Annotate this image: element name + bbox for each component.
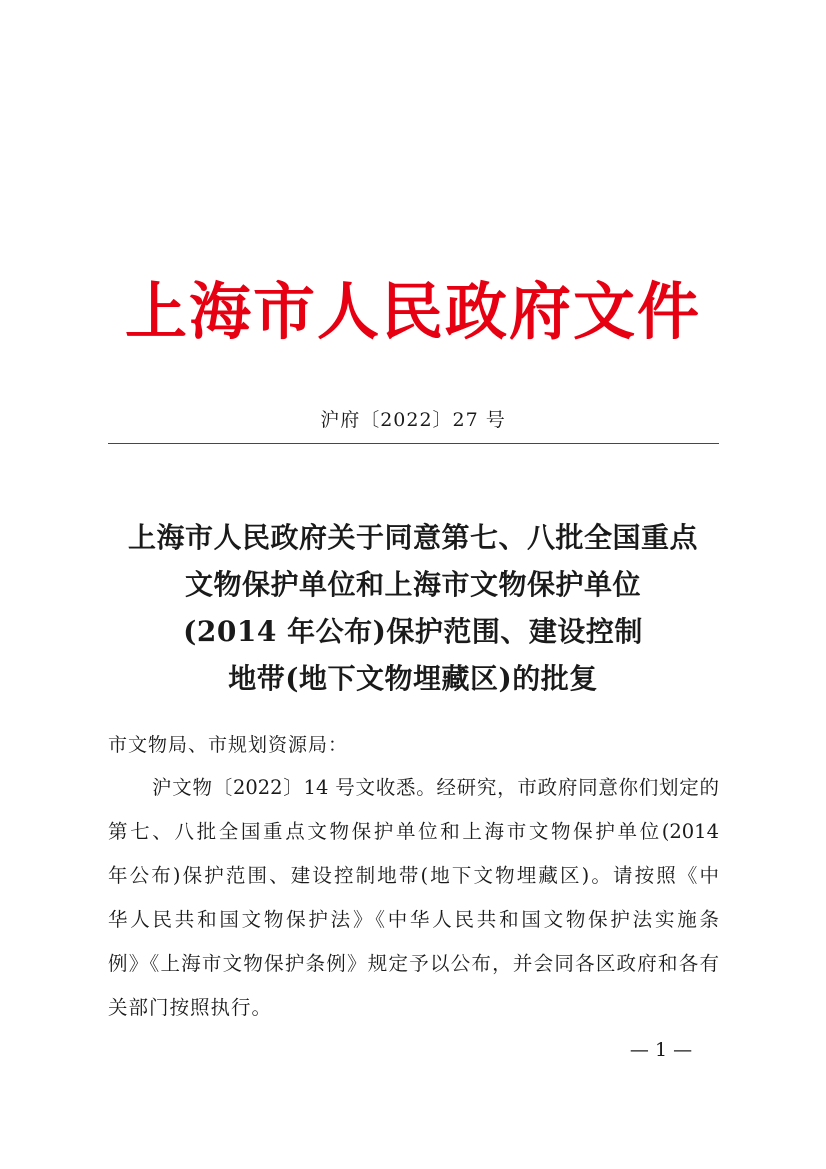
title-line: 上海市人民政府关于同意第七、八批全国重点: [127, 521, 698, 554]
document-number: 沪府〔2022〕27 号: [320, 409, 506, 431]
body-line: 第七、八批全国重点文物保护单位和上海市文物保护单位(2014: [108, 820, 719, 843]
addressee: 市文物局、市规划资源局：: [108, 734, 349, 756]
title-line: (2014 年公布)保护范围、建设控制: [183, 615, 643, 648]
body-line: 年公布)保护范围、建设控制地带(地下文物埋藏区)。请按照《中: [108, 864, 719, 887]
document-header-title: 上海市人民政府文件: [124, 275, 701, 348]
page-number: — 1 —: [629, 1039, 693, 1061]
body-line: 华人民共和国文物保护法》《中华人民共和国文物保护法实施条: [108, 908, 719, 931]
body-line: 关部门按照执行。: [108, 996, 273, 1019]
title-line: 文物保护单位和上海市文物保护单位: [184, 568, 641, 601]
body-line: 沪文物〔2022〕14 号文收悉。经研究，市政府同意你们划定的: [152, 776, 719, 799]
body-line: 例》《上海市文物保护条例》规定予以公布，并会同各区政府和各有: [108, 952, 719, 975]
document-title: [60, 514, 766, 702]
title-line: 地带(地下文物埋藏区)的批复: [228, 662, 598, 695]
red-divider-line: [108, 443, 719, 444]
